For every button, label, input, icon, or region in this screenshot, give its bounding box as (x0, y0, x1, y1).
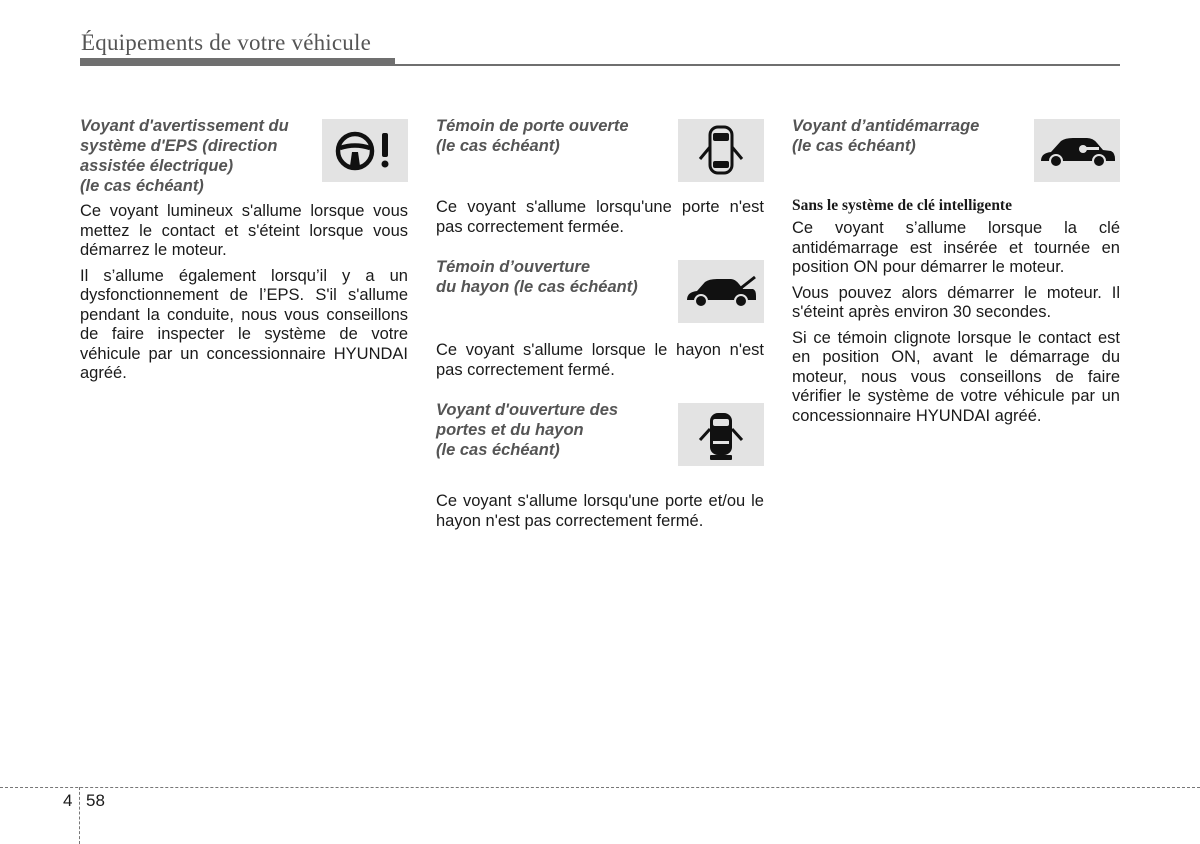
trunk-title: Témoin d’ouverture du hayon (le cas échéant) (436, 258, 638, 296)
trunk-paragraph: Ce voyant s'allume lorsque le hayon n'est pas correctement fermé. (436, 341, 764, 379)
door-trunk-paragraph: Ce voyant s'allume lorsqu'une porte et/ou le hayon n'est pas correctement fermé. (436, 492, 764, 530)
footer-rule (0, 787, 1200, 788)
trunk-section-heading (436, 257, 764, 331)
eps-paragraph-2: Il s’allume également lorsqu’il y a un dysfonctionnement de l’EPS. S'il s'allume pendant la conduite, nous vous conseillons de faire inspecter le système de votre véhicule par un concessionnaire HYUNDAI agréé. (80, 266, 408, 382)
header-rule (395, 64, 1120, 66)
immobilizer-title: Voyant d’antidémarrage (le cas échéant) (792, 117, 980, 155)
page-number: 58 (86, 791, 105, 810)
column-immobilizer (792, 116, 1120, 432)
door-open-icon (678, 119, 764, 182)
column-doors (436, 116, 764, 537)
door-trunk-title: Voyant d'ouverture des portes et du hayon (le cas échéant) (436, 401, 619, 459)
column-eps (80, 116, 408, 390)
door-section-heading (436, 116, 764, 188)
immobilizer-paragraph-1: Ce voyant s’allume lorsque la clé antidémarrage est insérée et tournée en position ON pour démarrer le moteur. (792, 219, 1120, 276)
immobilizer-paragraph-2: Vous pouvez alors démarrer le moteur. Il s'éteint après environ 30 secondes. (792, 283, 1120, 321)
trunk-open-icon (678, 260, 764, 323)
header-bar (80, 58, 395, 66)
eps-steering-warning-icon (322, 119, 408, 182)
door-trunk-open-icon (678, 403, 764, 466)
immobilizer-car-icon (1034, 119, 1120, 182)
door-title: Témoin de porte ouverte (le cas échéant) (436, 117, 629, 155)
eps-section-heading (80, 116, 408, 198)
chapter-number: 4 (63, 791, 73, 810)
immobilizer-paragraph-3: Si ce témoin clignote lorsque le contact est en position ON, avant le démarrage du moteur, nous vous conseillons de faire vérifier le système de votre véhicule par un concessionnaire HYUNDAI agréé. (792, 328, 1120, 425)
immobilizer-section-heading (792, 116, 1120, 196)
eps-title: Voyant d'avertissement du système d'EPS (direction assistée électrique) (le cas échéant) (80, 117, 289, 195)
door-trunk-section-heading (436, 400, 764, 486)
eps-paragraph-1: Ce voyant lumineux s'allume lorsque vous mettez le contact et s'éteint lorsque vous démarrez le moteur. (80, 202, 408, 259)
page-header-title: Équipements de votre véhicule (81, 30, 372, 55)
door-paragraph: Ce voyant s'allume lorsqu'une porte n'est pas correctement fermée. (436, 198, 764, 236)
footer-divider (79, 787, 80, 844)
immobilizer-subheading: Sans le système de clé intelligente (792, 197, 1012, 214)
